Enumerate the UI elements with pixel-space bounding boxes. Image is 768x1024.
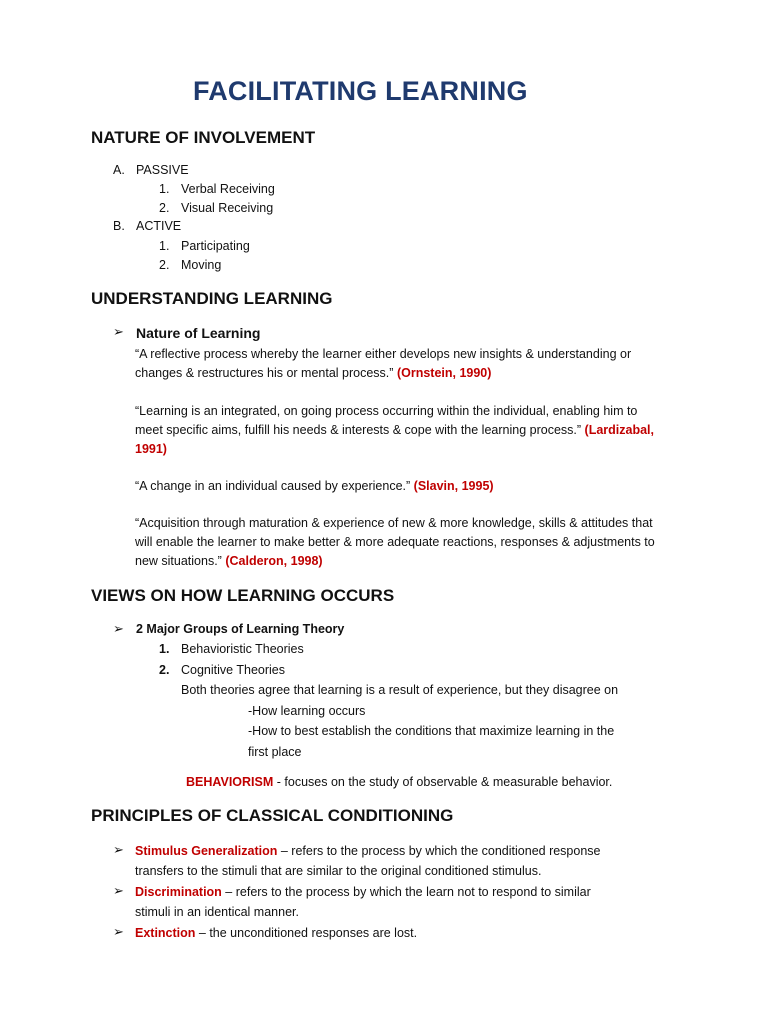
- heading-views-on-learning: VIEWS ON HOW LEARNING OCCURS: [91, 586, 395, 605]
- dash-item: -How learning occurs: [248, 704, 366, 718]
- arrow-bullet-icon: ➢: [113, 842, 124, 857]
- list-item-behavioristic: Behavioristic Theories: [181, 642, 304, 656]
- quote-text: new situations.”: [135, 554, 222, 568]
- quote-line: [135, 479, 494, 493]
- list-number: 2.: [159, 201, 170, 215]
- quote-line: “A reflective process whereby the learner either develops new insights & understanding or: [135, 347, 632, 361]
- principle-line: [135, 926, 417, 940]
- list-item-participating: Participating: [181, 239, 250, 253]
- arrow-bullet-icon: ➢: [113, 324, 124, 339]
- quote-line: will enable the learner to make better & more adequate reactions, responses & adjustments to: [135, 535, 655, 549]
- list-item-moving: Moving: [181, 258, 222, 272]
- behaviorism-definition: [186, 775, 612, 789]
- paragraph-agree: Both theories agree that learning is a result of experience, but they disagree on: [181, 683, 619, 697]
- list-marker-a: A.: [113, 163, 125, 177]
- arrow-bullet-icon: ➢: [113, 621, 124, 636]
- list-marker-b: B.: [113, 219, 125, 233]
- quote-text: meet specific aims, fulfill his needs & interests & cope with the learning process.”: [135, 423, 582, 437]
- arrow-bullet-icon: ➢: [113, 883, 124, 898]
- dash-item-cont: first place: [248, 745, 302, 759]
- citation-calderon: (Calderon, 1998): [225, 554, 323, 568]
- quote-line: [135, 366, 491, 380]
- principle-text: – refers to the process by which the learn not to respond to similar: [221, 885, 591, 899]
- citation-slavin: (Slavin, 1995): [413, 479, 494, 493]
- quote-text: changes & restructures his or mental process.”: [135, 366, 394, 380]
- list-number: 1.: [159, 182, 170, 196]
- page-title: FACILITATING LEARNING: [193, 76, 528, 106]
- term-stimulus-generalization: Stimulus Generalization: [135, 844, 278, 858]
- heading-classical-conditioning: PRINCIPLES OF CLASSICAL CONDITIONING: [91, 806, 454, 825]
- quote-text: “A change in an individual caused by experience.”: [135, 479, 411, 493]
- list-number: 1.: [159, 239, 170, 253]
- heading-understanding-learning: UNDERSTANDING LEARNING: [91, 289, 333, 308]
- principle-text: – refers to the process by which the conditioned response: [277, 844, 601, 858]
- list-number: 2.: [159, 258, 170, 272]
- bullet-major-groups: 2 Major Groups of Learning Theory: [136, 622, 345, 636]
- quote-line: [135, 554, 323, 568]
- principle-line: [135, 844, 601, 858]
- quote-line: “Acquisition through maturation & experience of new & more knowledge, skills & attitudes that: [135, 516, 653, 530]
- list-number: 2.: [159, 663, 170, 677]
- definition-text: - focuses on the study of observable & measurable behavior.: [273, 775, 613, 789]
- dash-item: -How to best establish the conditions that maximize learning in the: [248, 724, 615, 738]
- citation-lardizabal-year: 1991): [135, 442, 167, 456]
- quote-line: [135, 423, 654, 437]
- list-item-active: ACTIVE: [136, 219, 182, 233]
- citation-ornstein: (Ornstein, 1990): [396, 366, 492, 380]
- list-item-visual-receiving: Visual Receiving: [181, 201, 274, 215]
- principle-line: [135, 885, 591, 899]
- list-item-verbal-receiving: Verbal Receiving: [181, 182, 275, 196]
- principle-line: transfers to the stimuli that are similar to the original conditioned stimulus.: [135, 864, 542, 878]
- term-extinction: Extinction: [135, 926, 196, 940]
- list-item-cognitive: Cognitive Theories: [181, 663, 285, 677]
- term-behaviorism: BEHAVIORISM: [186, 775, 274, 789]
- citation-lardizabal: (Lardizabal,: [584, 423, 654, 437]
- bullet-nature-of-learning: Nature of Learning: [136, 325, 261, 341]
- principle-line: stimuli in an identical manner.: [135, 905, 299, 919]
- term-discrimination: Discrimination: [135, 885, 222, 899]
- principle-text: – the unconditioned responses are lost.: [195, 926, 418, 940]
- list-number: 1.: [159, 642, 170, 656]
- arrow-bullet-icon: ➢: [113, 924, 124, 939]
- list-item-passive: PASSIVE: [136, 163, 189, 177]
- quote-line: “Learning is an integrated, on going process occurring within the individual, enabling him to: [135, 404, 638, 418]
- heading-nature-of-involvement: NATURE OF INVOLVEMENT: [91, 128, 316, 147]
